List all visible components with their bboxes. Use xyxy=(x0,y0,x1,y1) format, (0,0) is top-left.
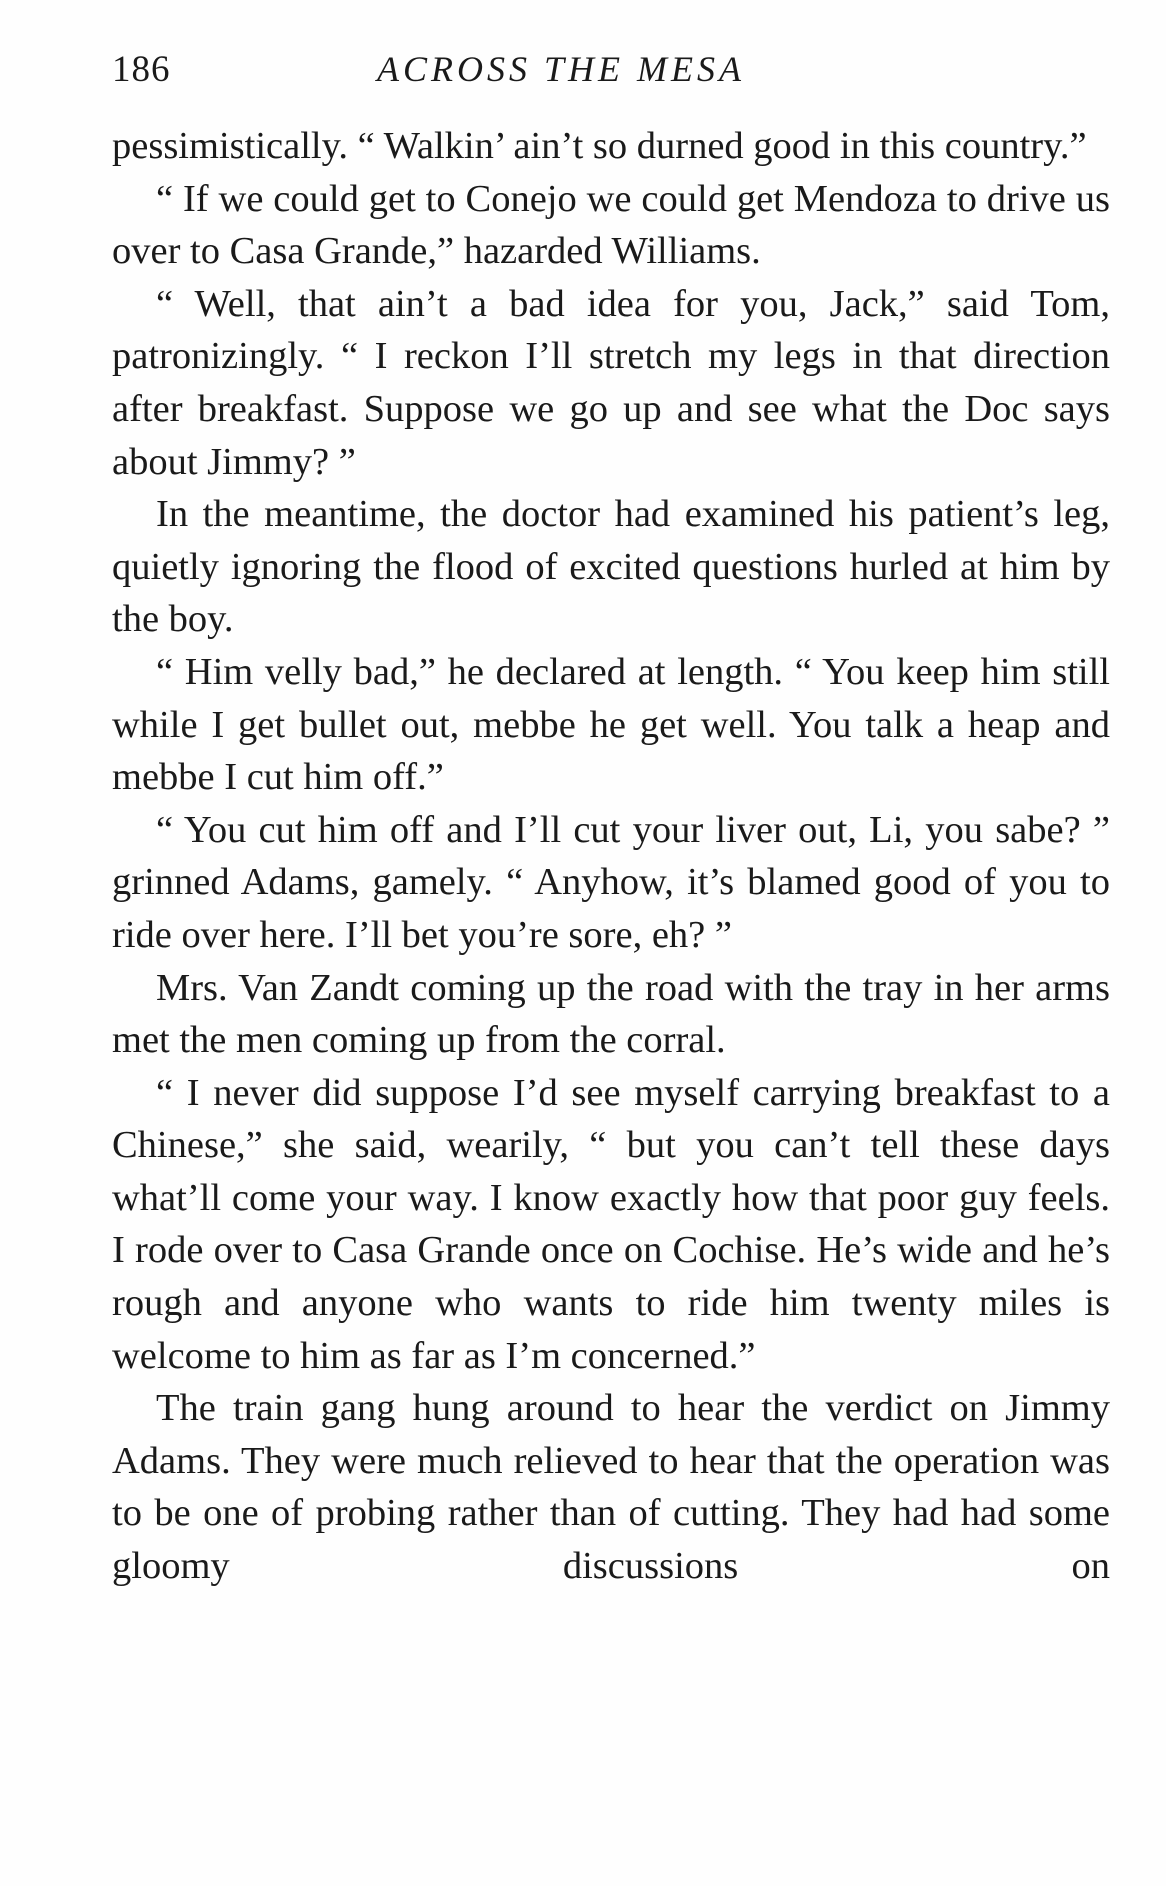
paragraph: In the meantime, the doctor had examined his patient’s leg, quietly ignoring the flood of excited questions hurled at him by the boy. xyxy=(112,493,1110,641)
paragraph: “ Him velly bad,” he declared at length. “ You keep him still while I get bullet out, mebbe he get well. You talk a heap and mebbe I cut him off.” xyxy=(112,650,1110,799)
paragraph: “ I never did suppose I’d see myself carrying breakfast to a Chinese,” she said, wearily, “ but you can’t tell these days what’ll come your way. I know exactly how that poor guy feels. I rode over to Casa Grande once on Cochise. He’s wide and he’s rough and anyone who wants to ride him twenty miles is welcome to him as far as I’m concerned.” xyxy=(112,1071,1110,1377)
running-title: ACROSS THE MESA xyxy=(377,49,745,89)
paragraph: “ If we could get to Conejo we could get Mendoza to drive us over to Casa Grande,” hazarded Williams. xyxy=(112,177,1110,273)
paragraph-continuation: pessimistically. “ Walkin’ ain’t so durned good in this country.” xyxy=(112,125,1087,167)
paragraph: “ You cut him off and I’ll cut your liver out, Li, you sabe? ” grinned Adams, gamely. “ Anyhow, it’s blamed good of you to ride over here. I’ll bet you’re sore, eh? ” xyxy=(112,808,1110,956)
body-text xyxy=(112,120,1110,1593)
paragraph-continues: The train gang hung around to hear the verdict on Jimmy Adams. They were much relieved to hear that the operation was to be one of probing rather than of cutting. They had had some gloomy discussions on xyxy=(112,1387,1110,1588)
page-number: 186 xyxy=(112,49,171,90)
paragraph: Mrs. Van Zandt coming up the road with the tray in her arms met the men coming up from the corral. xyxy=(112,966,1110,1062)
running-head xyxy=(112,48,1042,98)
paragraph: “ Well, that ain’t a bad idea for you, Jack,” said Tom, patronizingly. “ I reckon I’ll stretch my legs in that direction after breakfast. Suppose we go up and see what the Doc says about Jimmy? ” xyxy=(112,282,1110,483)
